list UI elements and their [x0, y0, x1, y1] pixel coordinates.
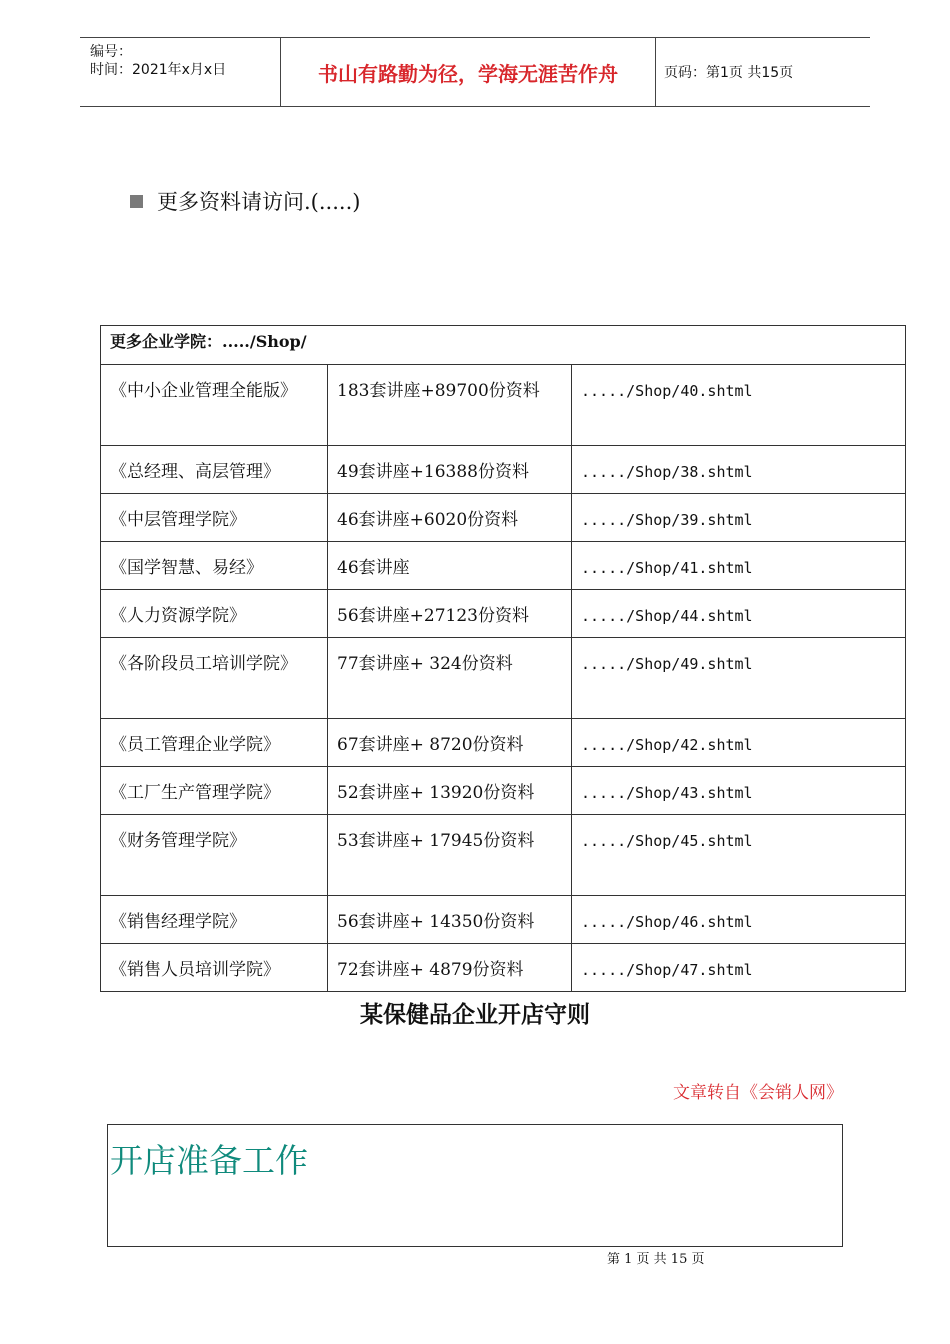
header-meta — [80, 38, 280, 106]
academy-name: 《员工管理企业学院》 — [101, 719, 328, 767]
academy-desc: 56套讲座+27123份资料 — [328, 590, 572, 638]
table-row — [101, 815, 906, 896]
academy-name: 《销售人员培训学院》 — [101, 944, 328, 992]
motto: 书山有路勤为径，学海无涯苦作舟 — [280, 38, 656, 106]
academy-url[interactable]: ...../Shop/46.shtml — [572, 896, 906, 944]
table-row — [101, 638, 906, 719]
time-label: 时间：2021年x月x日 — [90, 62, 227, 78]
academy-desc: 49套讲座+16388份资料 — [328, 446, 572, 494]
section-box — [107, 1124, 843, 1247]
academy-url[interactable]: ...../Shop/38.shtml — [572, 446, 906, 494]
table-row — [101, 944, 906, 992]
academy-name: 《人力资源学院》 — [101, 590, 328, 638]
academy-url[interactable]: ...../Shop/44.shtml — [572, 590, 906, 638]
document-title: 某保健品企业开店守则 — [360, 1002, 590, 1028]
academy-desc: 72套讲座+ 4879份资料 — [328, 944, 572, 992]
table-row — [101, 896, 906, 944]
table-row — [101, 494, 906, 542]
academy-name: 《财务管理学院》 — [101, 815, 328, 896]
academy-desc: 67套讲座+ 8720份资料 — [328, 719, 572, 767]
academy-table — [100, 325, 906, 992]
academy-url[interactable]: ...../Shop/49.shtml — [572, 638, 906, 719]
page-info: 页码：第1页 共15页 — [664, 65, 794, 81]
academy-desc: 46套讲座 — [328, 542, 572, 590]
academy-url[interactable]: ...../Shop/39.shtml — [572, 494, 906, 542]
academy-name: 《中层管理学院》 — [101, 494, 328, 542]
table-row — [101, 365, 906, 446]
academy-desc: 77套讲座+ 324份资料 — [328, 638, 572, 719]
table-row — [101, 446, 906, 494]
academy-url[interactable]: ...../Shop/43.shtml — [572, 767, 906, 815]
table-header: 更多企业学院：...../Shop/ — [101, 326, 906, 365]
academy-name: 《中小企业管理全能版》 — [101, 365, 328, 446]
table-header-row — [101, 326, 906, 365]
academy-name: 《国学智慧、易经》 — [101, 542, 328, 590]
academy-url[interactable]: ...../Shop/45.shtml — [572, 815, 906, 896]
academy-url[interactable]: ...../Shop/41.shtml — [572, 542, 906, 590]
academy-desc: 53套讲座+ 17945份资料 — [328, 815, 572, 896]
academy-url[interactable]: ...../Shop/42.shtml — [572, 719, 906, 767]
page-footer: 第 1 页 共 15 页 — [607, 1252, 705, 1267]
table-row — [101, 590, 906, 638]
more-resources-text: 更多资料请访问.(.....) — [157, 190, 361, 214]
source-note: 文章转自《会销人网》 — [673, 1083, 843, 1103]
academy-name: 《各阶段员工培训学院》 — [101, 638, 328, 719]
page-header — [80, 37, 870, 107]
academy-url[interactable]: ...../Shop/40.shtml — [572, 365, 906, 446]
number-label: 编号： — [90, 44, 132, 60]
academy-desc: 46套讲座+6020份资料 — [328, 494, 572, 542]
academy-name: 《销售经理学院》 — [101, 896, 328, 944]
academy-name: 《工厂生产管理学院》 — [101, 767, 328, 815]
table-row — [101, 767, 906, 815]
more-resources-link[interactable] — [130, 186, 360, 216]
academy-url[interactable]: ...../Shop/47.shtml — [572, 944, 906, 992]
table-row — [101, 719, 906, 767]
academy-name: 《总经理、高层管理》 — [101, 446, 328, 494]
academy-desc: 183套讲座+89700份资料 — [328, 365, 572, 446]
academy-desc: 52套讲座+ 13920份资料 — [328, 767, 572, 815]
academy-desc: 56套讲座+ 14350份资料 — [328, 896, 572, 944]
section-heading: 开店准备工作 — [110, 1141, 308, 1180]
square-bullet-icon — [130, 195, 143, 208]
table-row — [101, 542, 906, 590]
